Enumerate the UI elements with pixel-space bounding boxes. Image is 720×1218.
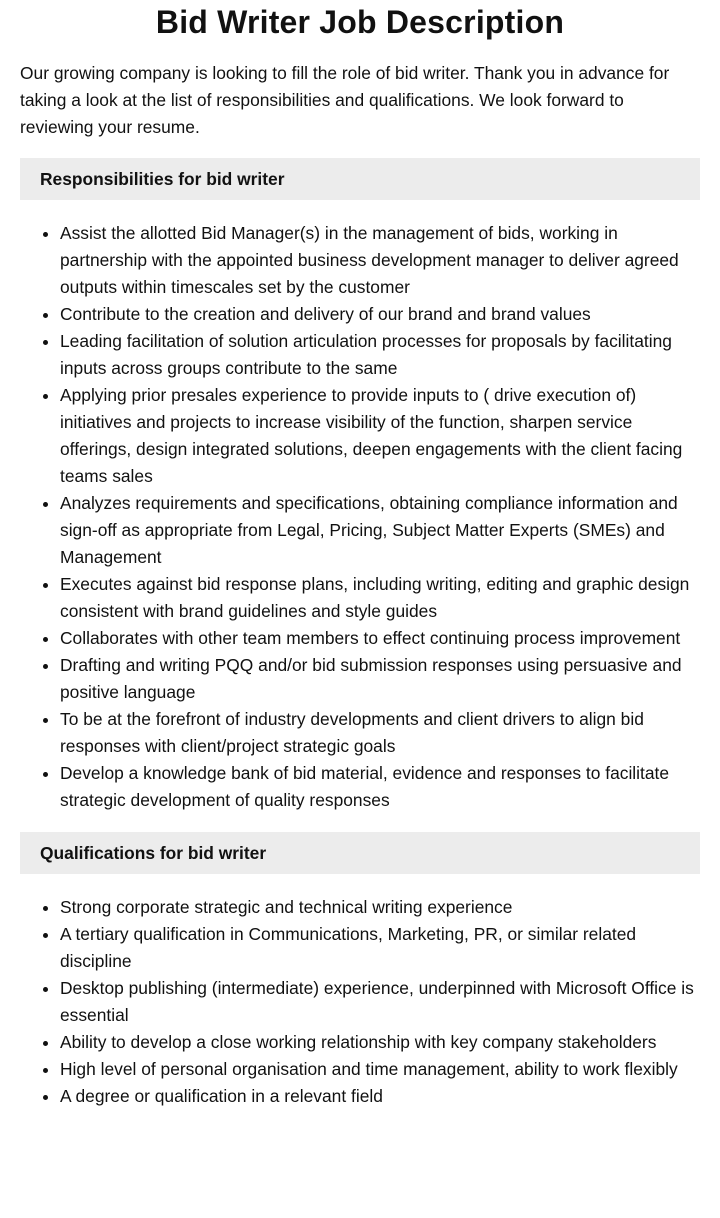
responsibility-item: • Analyzes requirements and specifications, obtaining compliance information and sign-off as appropriate from Legal, Pricing, Subject Matter Experts (SMEs) and Management (60, 490, 700, 571)
responsibility-item: • Leading facilitation of solution articulation processes for proposals by facilitating inputs across groups contribute to the same (60, 328, 700, 382)
qualification-item: • Ability to develop a close working relationship with key company stakeholders (60, 1029, 700, 1056)
qualifications-heading: Qualifications for bid writer (20, 832, 700, 874)
qualification-item: • Strong corporate strategic and technical writing experience (60, 894, 700, 921)
intro-paragraph: Our growing company is looking to fill the role of bid writer. Thank you in advance for taking a look at the list of responsibilities and qualifications. We look forward to reviewing your resume. (20, 63, 670, 137)
responsibility-item: • To be at the forefront of industry developments and client drivers to align bid responses with client/project strategic goals (60, 706, 700, 760)
responsibilities-heading: Responsibilities for bid writer (20, 158, 700, 200)
responsibilities-list (20, 220, 700, 814)
qualification-item: • A tertiary qualification in Communications, Marketing, PR, or similar related discipline (60, 921, 700, 975)
responsibility-item: • Applying prior presales experience to provide inputs to ( drive execution of) initiatives and projects to increase visibility of the function, sharpen service offerings, design integrated solutions, deepen engagements with the client facing teams sales (60, 382, 700, 490)
responsibility-item: • Assist the allotted Bid Manager(s) in the management of bids, working in partnership with the appointed business development manager to deliver agreed outputs within timescales set by the customer (60, 220, 700, 301)
responsibility-item: • Collaborates with other team members to effect continuing process improvement (60, 625, 700, 652)
responsibility-item: • Develop a knowledge bank of bid material, evidence and responses to facilitate strategic development of quality responses (60, 760, 700, 814)
qualifications-list (20, 894, 700, 1110)
qualification-item: • Desktop publishing (intermediate) experience, underpinned with Microsoft Office is essential (60, 975, 700, 1029)
responsibility-item: • Executes against bid response plans, including writing, editing and graphic design consistent with brand guidelines and style guides (60, 571, 700, 625)
responsibility-item: • Drafting and writing PQQ and/or bid submission responses using persuasive and positive language (60, 652, 700, 706)
responsibility-item: • Contribute to the creation and delivery of our brand and brand values (60, 301, 700, 328)
qualification-item: • A degree or qualification in a relevant field (60, 1083, 700, 1110)
page-title: Bid Writer Job Description (155, 4, 565, 40)
qualification-item: • High level of personal organisation and time management, ability to work flexibly (60, 1056, 700, 1083)
